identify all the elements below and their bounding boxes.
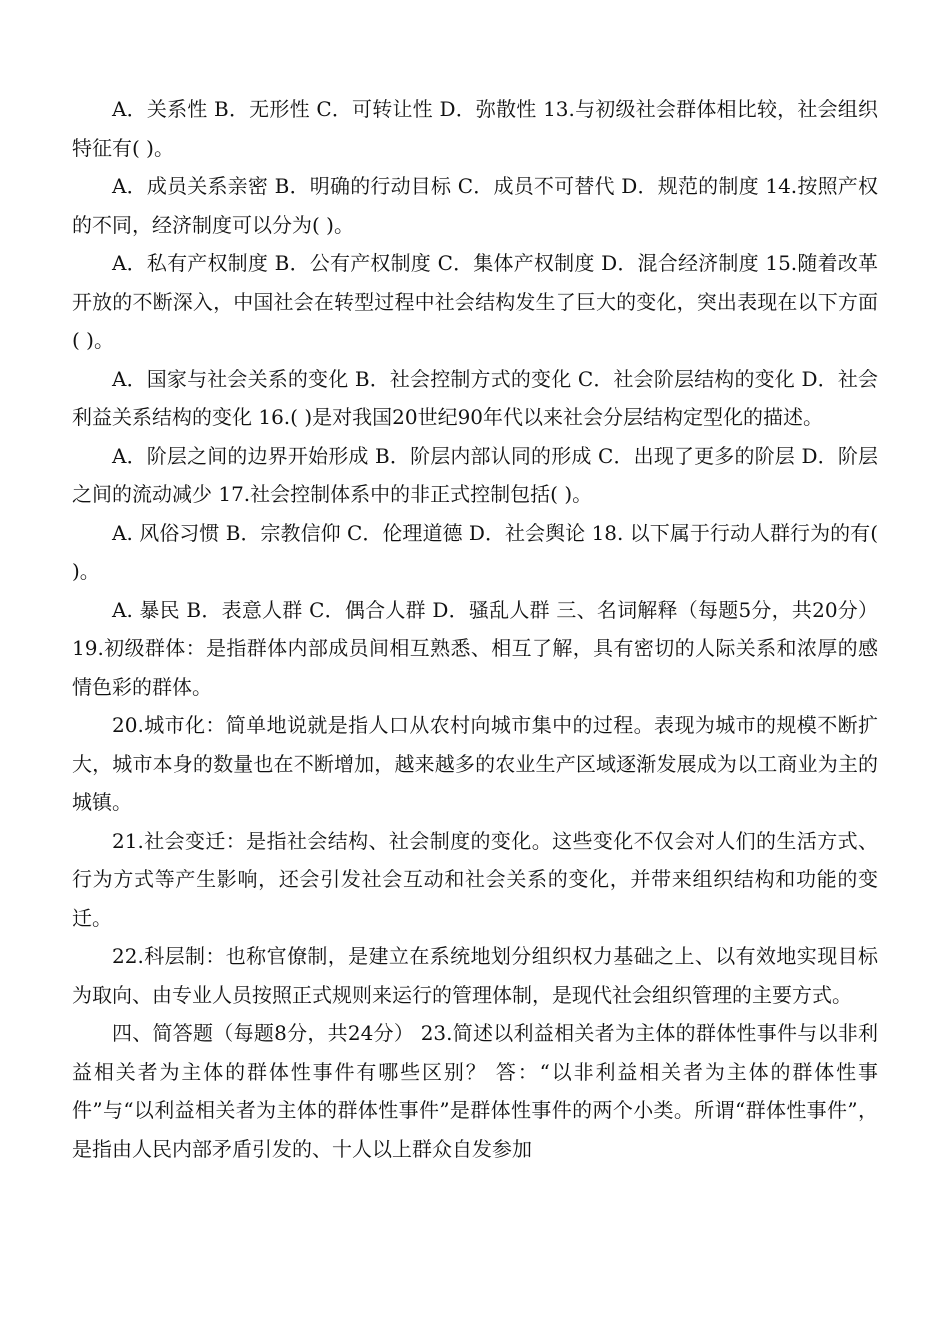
paragraph-q20-urbanization: 20.城市化：简单地说就是指人口从农村向城市集中的过程。表现为城市的规模不断扩大，城市本身的数量也在不断增加，越来越多的农业生产区域逐渐发展成为以工商业为主的城镇。: [72, 713, 878, 814]
paragraph-q18-options-definitions-q19: A. 暴民 B．表意人群 C．偶合人群 D．骚乱人群 三、名词解释（每题5分，共20分） 19.初级群体：是指群体内部成员间相互熟悉、相互了解，具有密切的人际关系和浓厚的感情色彩的群体。: [72, 597, 878, 699]
document-body: [72, 90, 878, 1168]
paragraph-short-answer-q23: 四、简答题（每题8分，共24分） 23.简述以利益相关者为主体的群体性事件与以非利益相关者为主体的群体性事件有哪些区别？ 答：“以非利益相关者为主体的群体性事件”与“以利益相关者为主体的群体性事件”是群体性事件的两个小类。所谓“群体性事件”，是指由人民内部矛盾引发的、十人以上群众自发参加: [72, 1021, 878, 1161]
paragraph-q15-options-q16: A．国家与社会关系的变化 B．社会控制方式的变化 C．社会阶层结构的变化 D．社会利益关系结构的变化 16.( )是对我国20世纪90年代以来社会分层结构定型化的描述。: [72, 366, 878, 429]
paragraph-q21-social-change: 21.社会变迁：是指社会结构、社会制度的变化。这些变化不仅会对人们的生活方式、行为方式等产生影响，还会引发社会互动和社会关系的变化，并带来组织结构和功能的变迁。: [72, 828, 878, 930]
paragraph-q12-options-q13: A．关系性 B．无形性 C．可转让性 D．弥散性 13.与初级社会群体相比较，社会组织特征有( )。: [72, 97, 878, 160]
paragraph-q17-options-q18: A. 风俗习惯 B．宗教信仰 C．伦理道德 D．社会舆论 18. 以下属于行动人群行为的有( )。: [72, 520, 878, 583]
paragraph-q16-options-q17: A．阶层之间的边界开始形成 B．阶层内部认同的形成 C．出现了更多的阶层 D．阶层之间的流动减少 17.社会控制体系中的非正式控制包括( )。: [72, 443, 878, 506]
paragraph-q14-options-q15: A．私有产权制度 B．公有产权制度 C．集体产权制度 D．混合经济制度 15.随着改革开放的不断深入，中国社会在转型过程中社会结构发生了巨大的变化，突出表现在以下方面( )。: [72, 251, 878, 352]
paragraph-q22-bureaucracy: 22.科层制：也称官僚制，是建立在系统地划分组织权力基础之上、以有效地实现目标为取向、由专业人员按照正式规则来运行的管理体制，是现代社会组织管理的主要方式。: [72, 944, 878, 1007]
paragraph-q13-options-q14: A．成员关系亲密 B．明确的行动目标 C．成员不可替代 D．规范的制度 14.按照产权的不同，经济制度可以分为( )。: [72, 174, 878, 237]
